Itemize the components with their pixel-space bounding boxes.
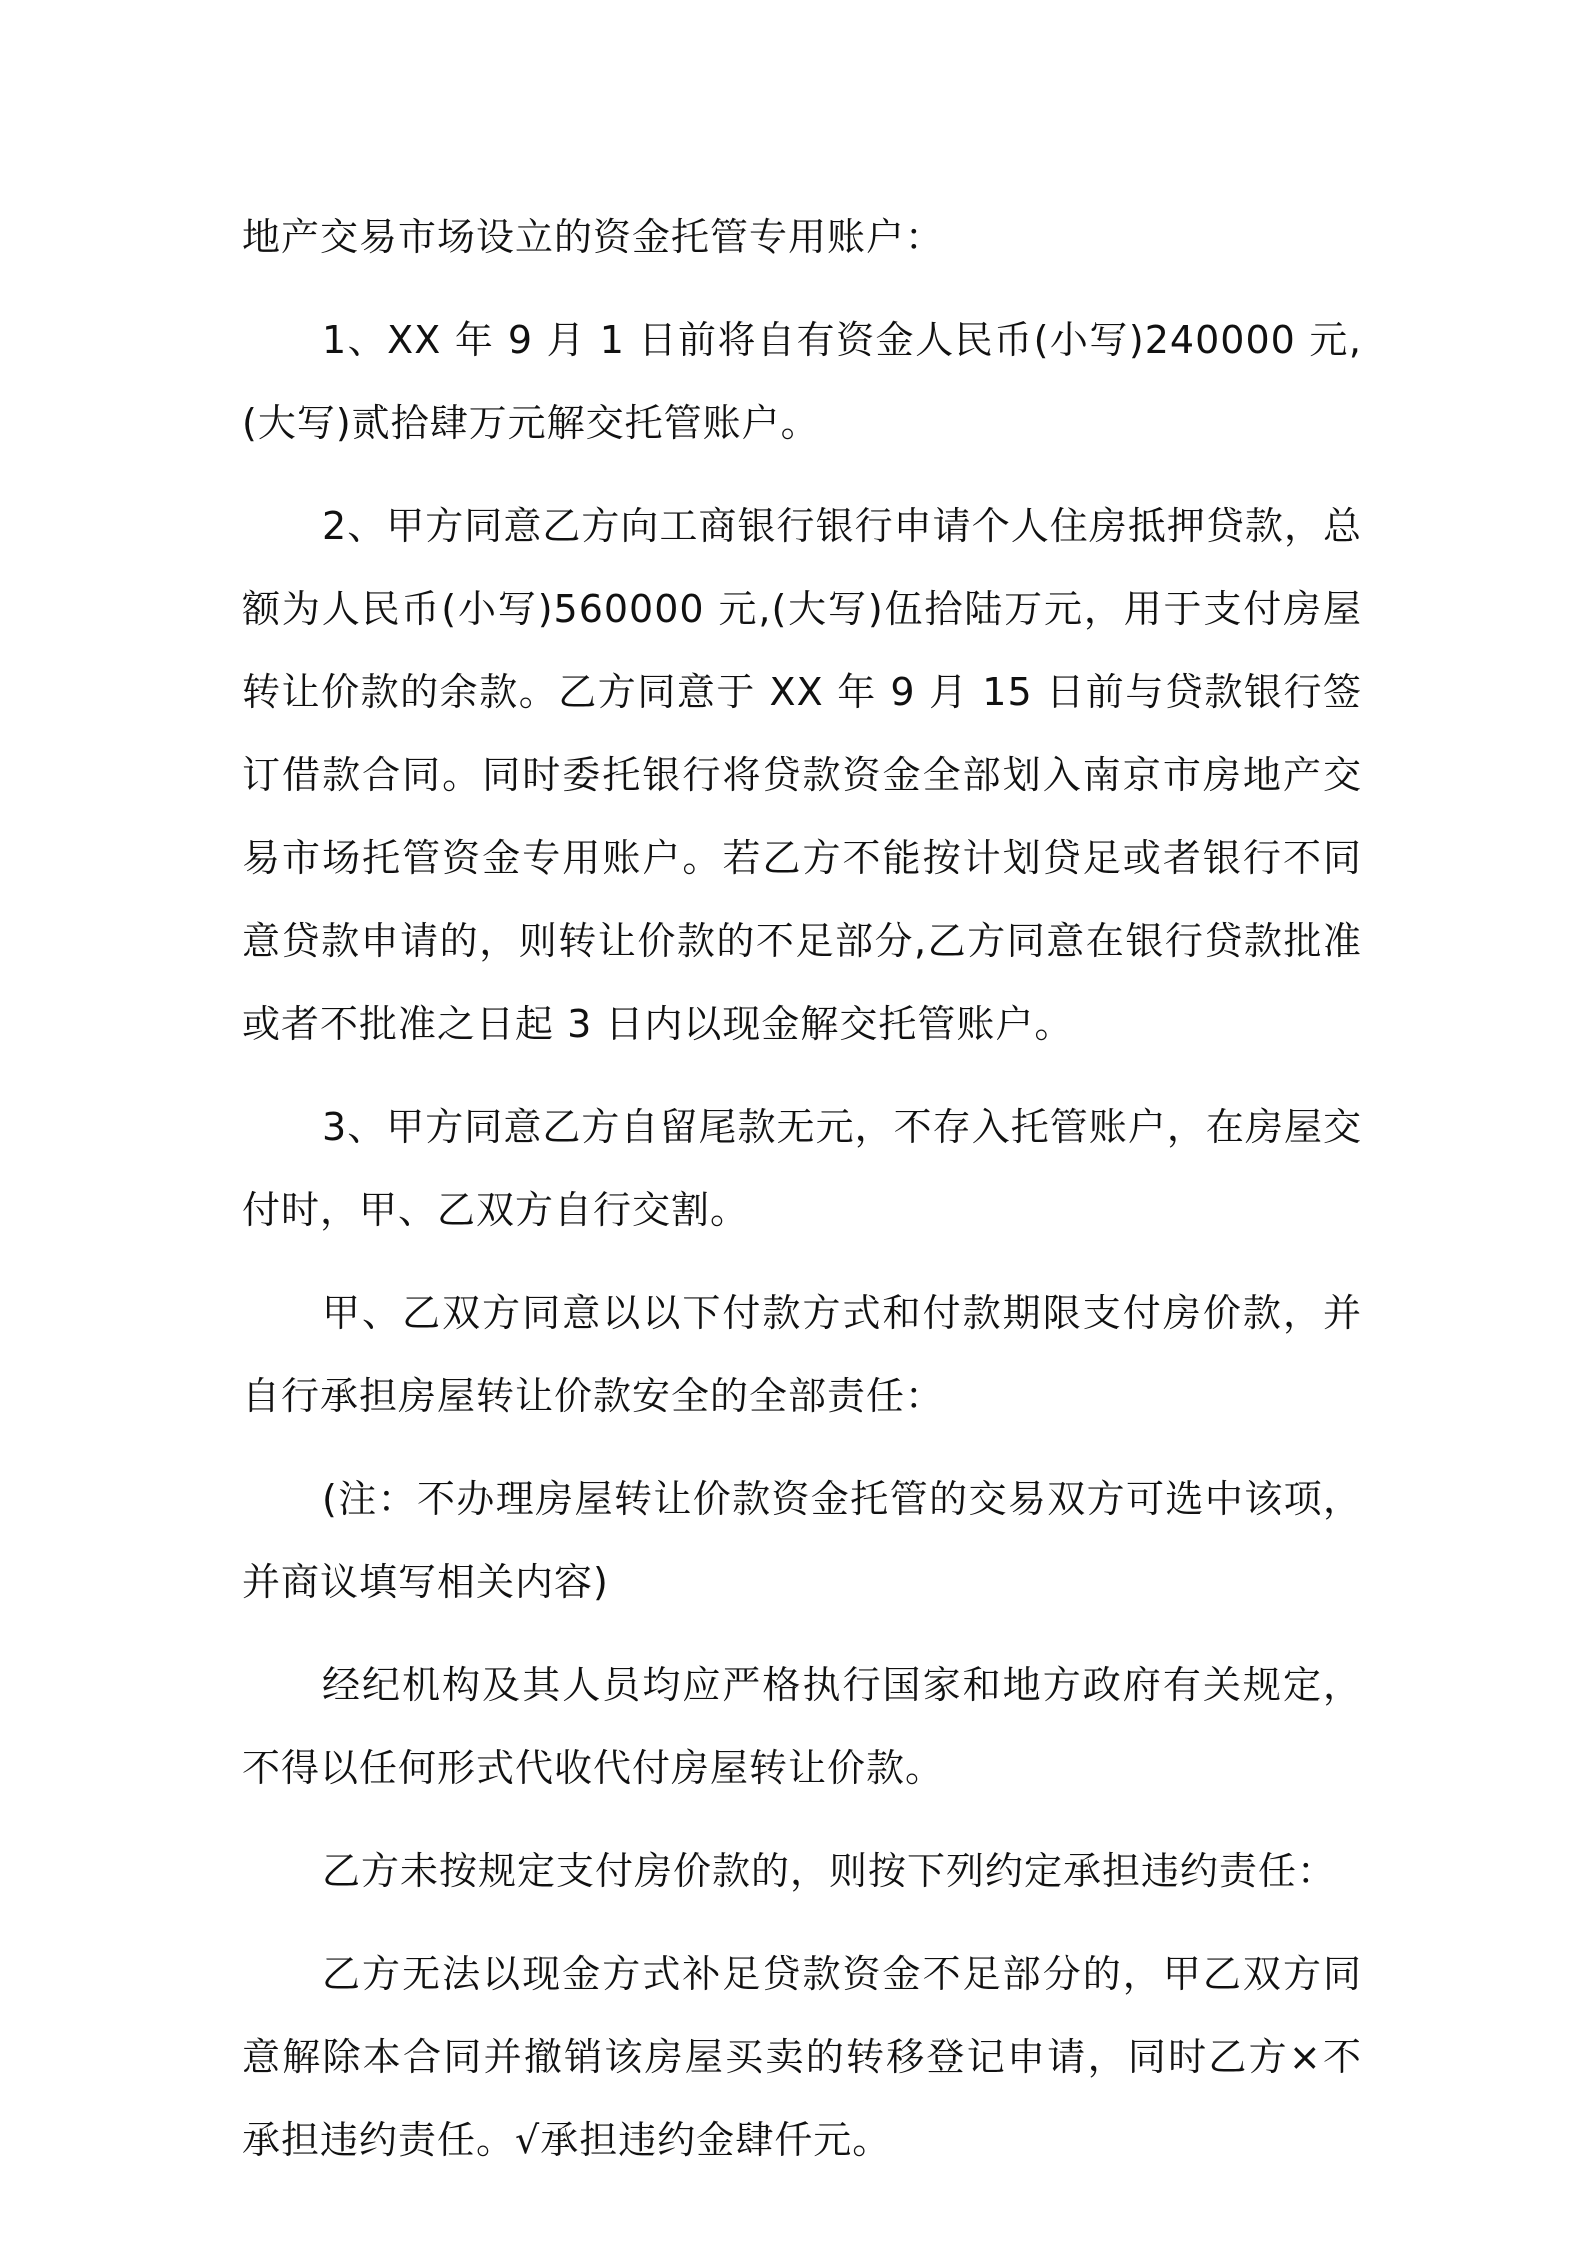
paragraph-item-1-own-funds: 1、XX 年 9 月 1 日前将自有资金人民币(小写)240000 元,(大写)贰拾肆万元解交托管账户。 — [242, 318, 1362, 445]
paragraph-account-intro: 地产交易市场设立的资金托管专用账户： — [242, 215, 945, 259]
paragraph-item-3-retained-balance: 3、甲方同意乙方自留尾款无元，不存入托管账户，在房屋交付时，甲、乙双方自行交割。 — [242, 1105, 1362, 1232]
paragraph-item-2-mortgage-loan: 2、甲方同意乙方向工商银行银行申请个人住房抵押贷款，总额为人民币(小写)560000 元,(大写)伍拾陆万元，用于支付房屋转让价款的余款。乙方同意于 XX 年 9 月 15 日前与贷款银行签订借款合同。同时委托银行将贷款资金全部划入南京市房地产交易市场托管资金专用账户。若乙方不能按计划贷足或者银行不同意贷款申请的，则转让价款的不足部分,乙方同意在银行贷款批准或者不批准之日起 3 日内以现金解交托管账户。 — [242, 504, 1362, 1046]
document-body — [242, 196, 1362, 2202]
paragraph-payment-method: 甲、乙双方同意以以下付款方式和付款期限支付房价款，并自行承担房屋转让价款安全的全部责任： — [242, 1291, 1362, 1418]
paragraph-default-terms: 乙方无法以现金方式补足贷款资金不足部分的，甲乙双方同意解除本合同并撤销该房屋买卖的转移登记申请，同时乙方×不承担违约责任。√承担违约金肆仟元。 — [242, 1952, 1362, 2162]
paragraph-note: (注：不办理房屋转让价款资金托管的交易双方可选中该项，并商议填写相关内容) — [242, 1477, 1362, 1604]
paragraph-agency-rules: 经纪机构及其人员均应严格执行国家和地方政府有关规定，不得以任何形式代收代付房屋转让价款。 — [242, 1663, 1362, 1790]
paragraph-default-intro: 乙方未按规定支付房价款的，则按下列约定承担违约责任： — [322, 1849, 1337, 1893]
